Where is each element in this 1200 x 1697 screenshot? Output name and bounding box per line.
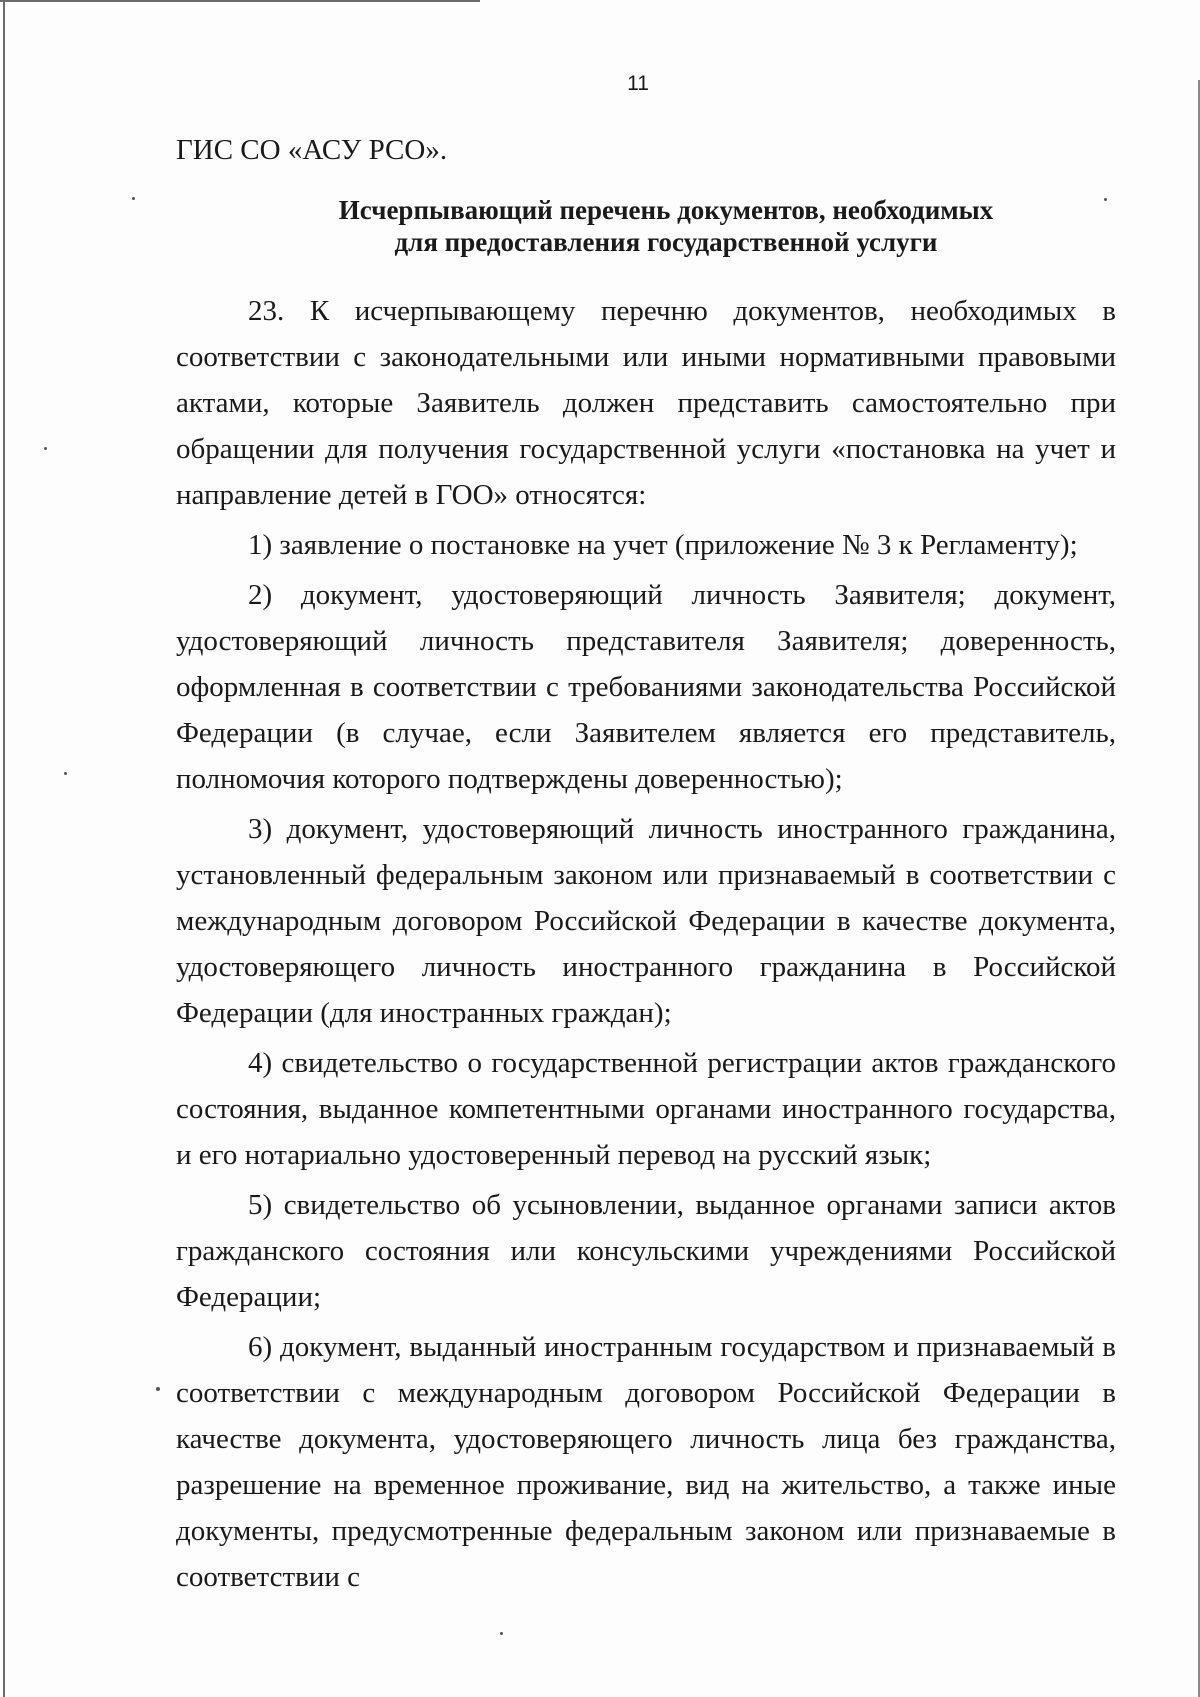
paragraph-23: 23. К исчерпывающему перечню документов, необходимых в соответствии с законодательными или иными нормативными правовыми актами, которые Заявитель должен представить самостоятельно при обращении для получения государственной услуги «постановка на учет и направление детей в ГОО» относятся: xyxy=(176,295,1116,511)
scan-speck xyxy=(44,447,47,450)
section-heading-line-2: для предоставления государственной услуги xyxy=(394,227,938,257)
scan-edge-left xyxy=(3,0,5,1697)
scan-speck xyxy=(64,772,67,775)
page-number: 11 xyxy=(627,72,649,95)
scan-speck xyxy=(500,1632,503,1635)
list-item-2: 2) документ, удостоверяющий личность Заявителя; документ, удостоверяющий личность представителя Заявителя; доверенность, оформленная в соответствии с требованиями законодательства Российской Федерации (в случае, если Заявителем является его представитель, полномочия которого подтверждены доверенностью); xyxy=(176,579,1116,795)
document-content xyxy=(176,132,1116,1604)
list-item-3: 3) документ, удостоверяющий личность иностранного гражданина, установленный федеральным законом или признаваемый в соответствии с международным договором Российской Федерации в качестве документа, удостоверяющего личность иностранного гражданина в Российской Федерации (для иностранных граждан); xyxy=(176,813,1116,1029)
list-item-4: 4) свидетельство о государственной регистрации актов гражданского состояния, выданное компетентными органами иностранного государства, и его нотариально удостоверенный перевод на русский язык; xyxy=(176,1047,1116,1171)
list-item-5: 5) свидетельство об усыновлении, выданное органами записи актов гражданского состояния или консульскими учреждениями Российской Федерации; xyxy=(176,1189,1116,1313)
section-heading-line-1: Исчерпывающий перечень документов, необходимых xyxy=(338,195,994,225)
lead-line: ГИС СО «АСУ РСО». xyxy=(176,134,448,166)
scan-speck xyxy=(156,1387,160,1391)
document-body xyxy=(176,288,1116,1600)
scan-edge-top xyxy=(0,0,480,2)
scan-speck xyxy=(132,197,135,200)
section-heading xyxy=(176,194,1116,258)
list-item-6: 6) документ, выданный иностранным государством и признаваемый в соответствии с международным договором Российской Федерации в качестве документа, удостоверяющего личность лица без гражданства, разрешение на временное проживание, вид на жительство, а также иные документы, предусмотренные федеральным законом или признаваемые в соответствии с xyxy=(176,1331,1116,1593)
list-item-1: 1) заявление о постановке на учет (приложение № 3 к Регламенту); xyxy=(248,529,1078,561)
